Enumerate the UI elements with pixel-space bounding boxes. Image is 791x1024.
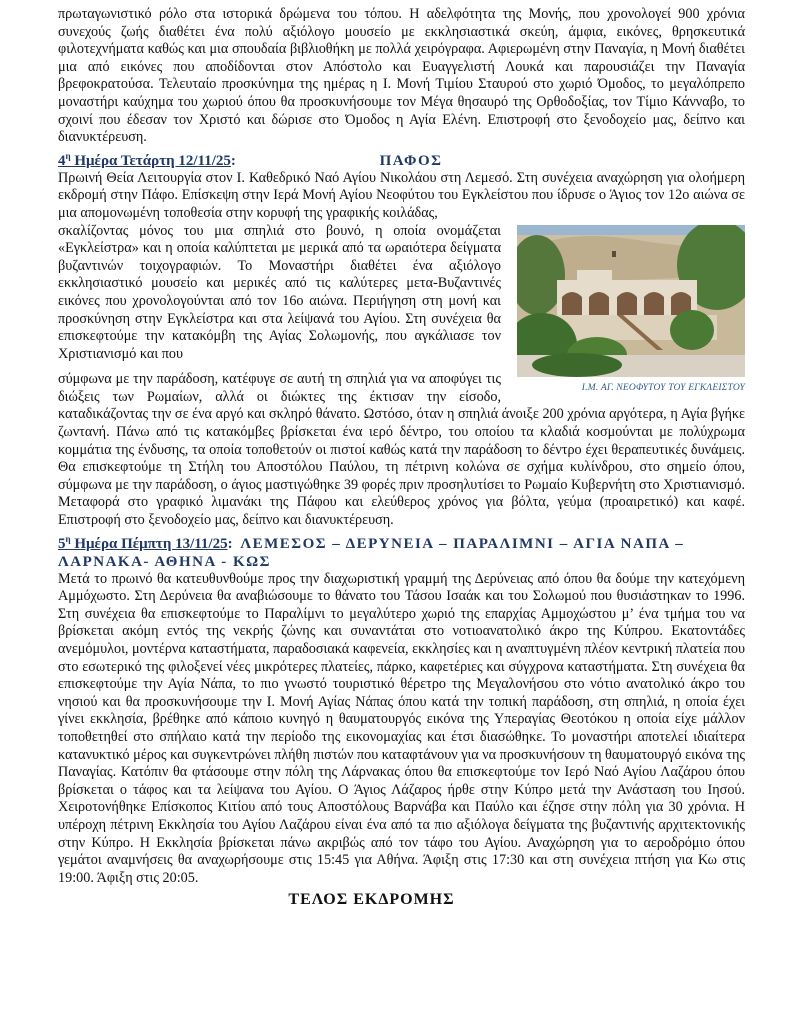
day4-paragraph-wrap: σκαλίζοντας μόνος του μια σπηλιά στο βουνό, η οποία ονομάζεται «Εγκλείστρα» και η οποία καλύπτεται με μερικά από τα ωραιότερα δείγματα βυζαντινών τοιχογραφιών. Το Μοναστήρι διαθέτει ένα αξιόλογο εκκλησιαστικό μουσείο και μερικές από τις καλύτερες μετα-Βυζαντινές εικόνες που χρονολογούνται από τον 16ο αιώνα. Περιήγηση στη μονή και προσκύνηση στην Εγκλείστρα και στα λείψανά του Αγίου. Στη συνέχεια θα επισκεφτούμε την κατακόμβη της Αγίας Σολωμονής, που αγκάλιασε τον Χριστιανισμό και που	[58, 222, 501, 362]
day4-paragraph-top: Πρωινή Θεία Λειτουργία στον Ι. Καθεδρικό Ναό Αγίου Νικολάου στη Λεμεσό. Στη συνέχεια αναχώρηση για ολοήμερη εκδρομή στην Πάφο. Επίσκεψη στην Ιερά Μονή Αγίου Νεοφύτου του Εγκλείστου που ίδρυσε ο Άγιος τον 12ο αιώνα σε μια απομονωμένη τοποθεσία στην κορυφή της γραφικής κοιλάδας,	[58, 169, 745, 221]
day5-date: Ημέρα Πέμπτη 13/11/25	[70, 535, 228, 552]
intro-paragraph: πρωταγωνιστικό ρόλο στα ιστορικά δρώμενα του τόπου. Η αδελφότητα της Μονής, που χρονολογεί 900 χρόνια συνεχούς ζωής διαθέτει ένα πολύ αξιόλογο μουσείο με εκκλησιαστικά σκεύη, άμφια, εικόνες, θρησκευτικά φιλοτεχνήματα καθώς και μια σπουδαία βιβλιοθήκη με πολλά χειρόγραφα. Αφιερωμένη στην Παναγία, η Μονή διαθέτει μια από εικόνες που αποδίδονται στον Απόστολο και Ευαγγελιστή Λουκά και παρουσιάζει την Παναγία βρεφοκρατούσα. Τελευταίο προσκύνημα της ημέρας η Ι. Μονή Τιμίου Σταυρού στο χωριό Όμοδος, το μεγαλόπρεπο μοναστήρι καύχημα του χωριού όπου θα προσκυνήσουμε τον Μέγα θησαυρό της Ορθοδοξίας, τον Τίμιο Κάνναβο, το σχοινί που έδεσαν τον Χριστό και δώρισε στο Όμοδος η Αγία Ελένη. Επιστροφή στο ξενοδοχείο μας, δείπνο και διανυκτέρευση.	[58, 6, 745, 146]
monastery-photo	[517, 225, 745, 377]
day4-destination: ΠΑΦΟΣ	[379, 152, 443, 169]
day4-day-label	[58, 150, 231, 169]
monastery-photo-block	[513, 225, 745, 393]
day4-heading	[58, 147, 745, 170]
day5-paragraph: Μετά το πρωινό θα κατευθυνθούμε προς την διαχωριστική γραμμή της Δερύνειας από όπου θα δούμε την κατεχόμενη Αμμόχωστο. Στη Δερύνεια θα αναβιώσουμε το θάνατο του Τάσου Ισαάκ και του Σολωμού που θυσιάστηκαν το 1996. Στη συνέχεια θα επισκεφτούμε το Παραλίμνι το μεγαλύτερο χωριό της επαρχίας Αμμοχώστου μ’ ένα τμήμα του να βρίσκεται ακόμη εντός της νεκρής ζώνης και συναντάται στο νοτιοανατολικό άκρο της Κύπρου. Εκατοντάδες ανεμόμυλοι, μοντέρνα καταστήματα, παραδοσιακά καφενεία, εκκλησίες και η αναπτυγμένη πλέον κεντρική πλατεία που στο εσωτερικό της φιλοξενεί νέες μικρότερες πλατείες, πάρκο, καφετέριες και σύγχρονα καταστήματα. Στη συνέχεια θα επισκεφτούμε την Αγία Νάπα, το πιο γνωστό τουριστικό θέρετρο της Μεγαλονήσου στο νότιο ανατολικό άκρο του νησιού και θα προσκυνήσουμε την Ι. Μονή Αγίας Νάπας όπου κατά την τοπική παράδοση, στη σπηλιά, η οποία έχει γίνει εκκλησία, βρέθηκε από κάποιο κυνηγό η θαυματουργός εικόνα της Υπεραγίας Θεοτόκου η οποία είχε μάλλον τοποθετηθεί στο σπήλαιο κατά την περίοδο της εικονομαχίας και έτσι διασώθηκε. Το μοναστήρι αποτελεί ιδιαίτερα κατανυκτικό μέρος και συγκεντρώνει πλήθη πιστών που καταφτάνουν για να προσκυνήσουν τη θαυματουργό εικόνα της Παναγίας. Κατόπιν θα φτάσουμε στην πόλη της Λάρνακας όπου θα επισκεφτούμε τον Ιερό Ναό Αγίου Λαζάρου όπου βρίσκεται ο τάφος και τα λείψανα του Αγίου. Ο Άγιος Λάζαρος ήρθε στην Κύπρο μετά την Ανάσταση του Ιησού. Χειροτονήθηκε Επίσκοπος Κιτίου από τους Αποστόλους Βαρνάβα και Παύλο και έζησε στην πόλη για 30 χρόνια. Η υπέροχη πέτρινη Εκκλησία του Αγίου Λαζάρου είναι ένα από τα πιο αξιόλογα δείγματα της βυζαντινής αρχιτεκτονικής στην Κύπρο. Η Εκκλησία βρίσκεται πάνω ακριβώς από τον τάφο του Αγίου. Αναχώρηση για το αεροδρόμιο όπου γεμάτοι αναμνήσεις θα αναχωρήσουμε στις 15:45 για Αθήνα. Άφιξη στις 17:30 και στη συνέχεια πτήση για Κω στις 19:00. Άφιξη στις 20:05.	[58, 570, 745, 886]
document-page	[58, 6, 745, 909]
day5-heading	[58, 530, 745, 571]
day4-date: Ημέρα Τετάρτη 12/11/25	[70, 152, 231, 169]
day5-number: 5	[58, 535, 66, 552]
end-of-trip-title: ΤΕΛΟΣ ΕΚΔΡΟΜΗΣ	[288, 891, 455, 909]
day4-paragraph-after: σύμφωνα με την παράδοση, κατέφυγε σε αυτή τη σπηλιά για να αποφύγει τις διώξεις των Ρωμαίων, αλλά οι διώκτες της έκτισαν την είσοδο, καταδικάζοντας την σε ένα αργό και σκληρό θάνατο. Ωστόσο, όταν η σπηλιά άνοιξε 200 χρόνια αργότερα, η Αγία βγήκε ζωντανή. Πάνω από τις κατακόμβες βρίσκεται ένα ιερό δέντρο, του οποίου τα κλαδιά κοσμούνται με πολύχρωμα κομμάτια της ένδυσης, τα οποία τοποθετούν οι πιστοί καθώς κατά την παράδοση το δέντρο έχει θεραπευτικές δυνάμεις. Θα επισκεφτούμε τη Στήλη του Αποστόλου Παύλου, τη πέτρινη κολώνα σε σχήμα κυλίνδρου, στο σημείο όπου, σύμφωνα με την παράδοση, ο άγιος μαστιγώθηκε 39 φορές πριν προσηλυτίσει το Ρωμαίο Κυβερνήτη στο Χριστιανισμό. Μεταφορά στο γραφικό λιμανάκι της Πάφου και ελεύθερος χρόνος για βόλτα, γεύμα (προαιρετικό) και καφέ. Επιστροφή στο ξενοδοχείο μας, δείπνο και διανυκτέρευση.	[58, 371, 745, 529]
day4-number: 4	[58, 152, 66, 169]
day4-wrap-section	[58, 223, 745, 530]
photo-caption: Ι.Μ. ΑΓ. ΝΕΟΦΥΤΟΥ ΤΟΥ ΕΓΚΛΕΙΣΤΟΥ	[581, 382, 745, 393]
day5-ordinal: η	[65, 533, 71, 544]
day5-colon: :	[227, 535, 233, 552]
day5-day-label	[58, 533, 228, 552]
day4-ordinal: η	[65, 150, 71, 161]
day4-colon: :	[230, 152, 236, 169]
day5-destination: ΛΕΜΕΣΟΣ – ΔΕΡΥΝΕΙΑ – ΠΑΡΑΛΙΜΝΙ – ΑΓΙΑ ΝΑΠΑ – ΛΑΡΝΑΚΑ- ΑΘΗΝΑ - ΚΩΣ	[58, 535, 685, 570]
